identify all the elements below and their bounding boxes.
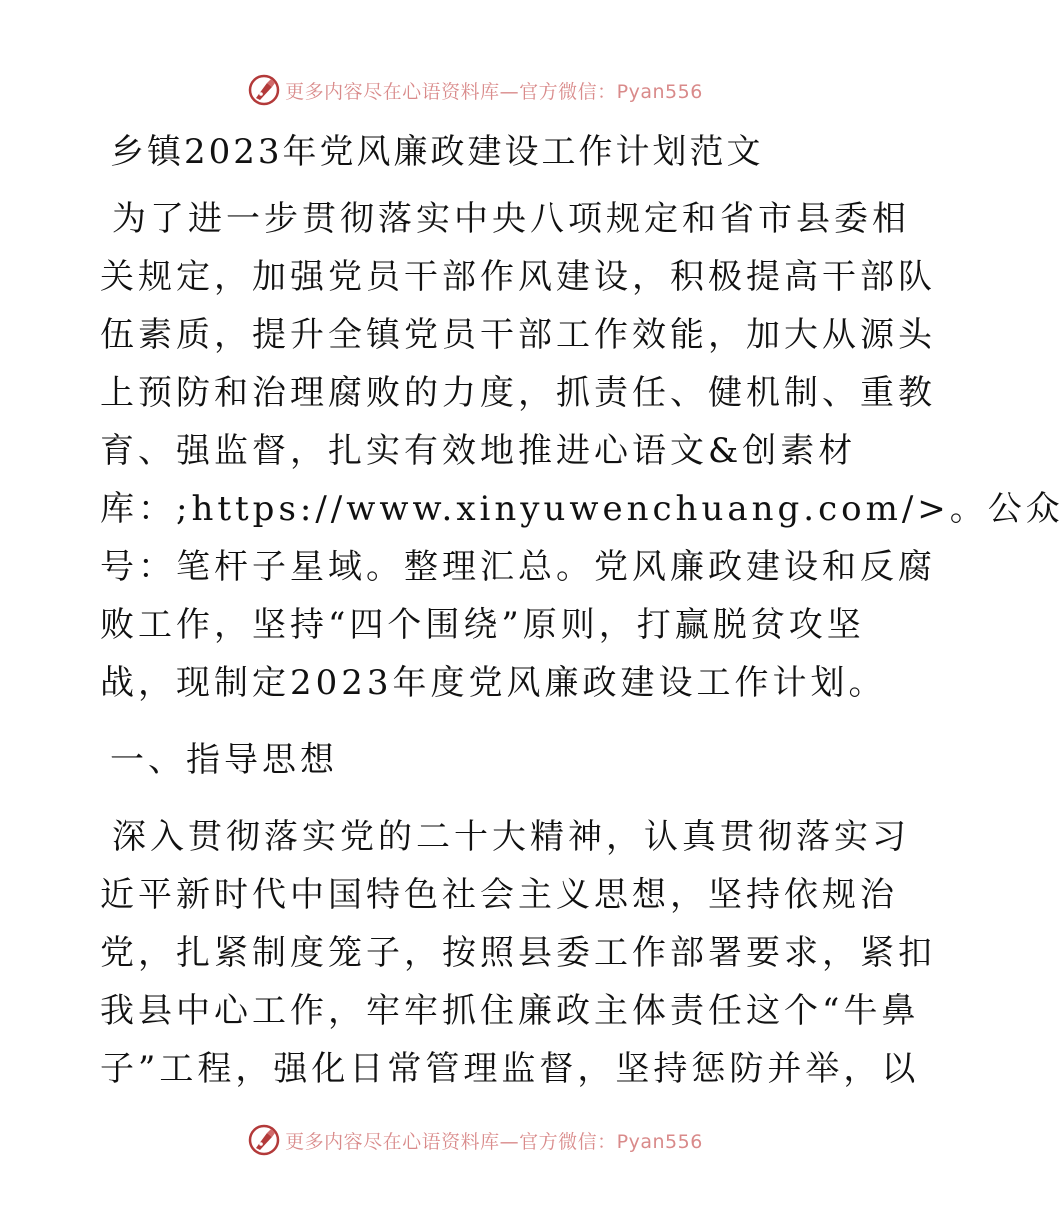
- intro-line: 伍素质，提升全镇党员干部工作效能，加大从源头: [100, 315, 936, 355]
- header-banner: [0, 70, 950, 110]
- intro-line: 败工作，坚持“四个围绕”原则，打赢脱贫攻坚: [100, 605, 865, 645]
- section-heading-guiding-ideology: 一、指导思想: [110, 740, 338, 780]
- intro-line: 为了进一步贯彻落实中央八项规定和省市县委相: [112, 199, 910, 239]
- section-line: 近平新时代中国特色社会主义思想，坚持依规治: [100, 875, 898, 915]
- section-line: 党，扎紧制度笼子，按照县委工作部署要求，紧扣: [100, 933, 936, 973]
- header-banner-text: 更多内容尽在心语资料库—官方微信：Pyan556: [285, 80, 703, 103]
- pen-nib-logo-icon: [247, 73, 281, 107]
- intro-line: 育、强监督，扎实有效地推进心语文&创素材: [100, 431, 857, 471]
- intro-paragraph: [100, 190, 1064, 712]
- footer-banner-content: [247, 1123, 703, 1157]
- intro-line: 战，现制定2023年度党风廉政建设工作计划。: [100, 663, 887, 703]
- footer-banner: [0, 1120, 950, 1160]
- intro-line: 关规定，加强党员干部作风建设，积极提高干部队: [100, 257, 936, 297]
- header-banner-content: [247, 73, 703, 107]
- intro-line: 号：笔杆子星域。整理汇总。党风廉政建设和反腐: [100, 547, 936, 587]
- document-title: 乡镇2023年党风廉政建设工作计划范文: [110, 132, 764, 172]
- section-line: 深入贯彻落实党的二十大精神，认真贯彻落实习: [112, 817, 910, 857]
- section-line: 我县中心工作，牢牢抓住廉政主体责任这个“牛鼻: [100, 991, 920, 1031]
- section-line: 子”工程，强化日常管理监督，坚持惩防并举，以: [100, 1049, 920, 1089]
- pen-nib-logo-icon: [247, 1123, 281, 1157]
- intro-line: 上预防和治理腐败的力度，抓责任、健机制、重教: [100, 373, 936, 413]
- footer-banner-text: 更多内容尽在心语资料库—官方微信：Pyan556: [285, 1130, 703, 1153]
- guiding-ideology-paragraph: [100, 808, 936, 1098]
- intro-line: 库：;https://www.xinyuwenchuang.com/>。公众: [100, 489, 1064, 529]
